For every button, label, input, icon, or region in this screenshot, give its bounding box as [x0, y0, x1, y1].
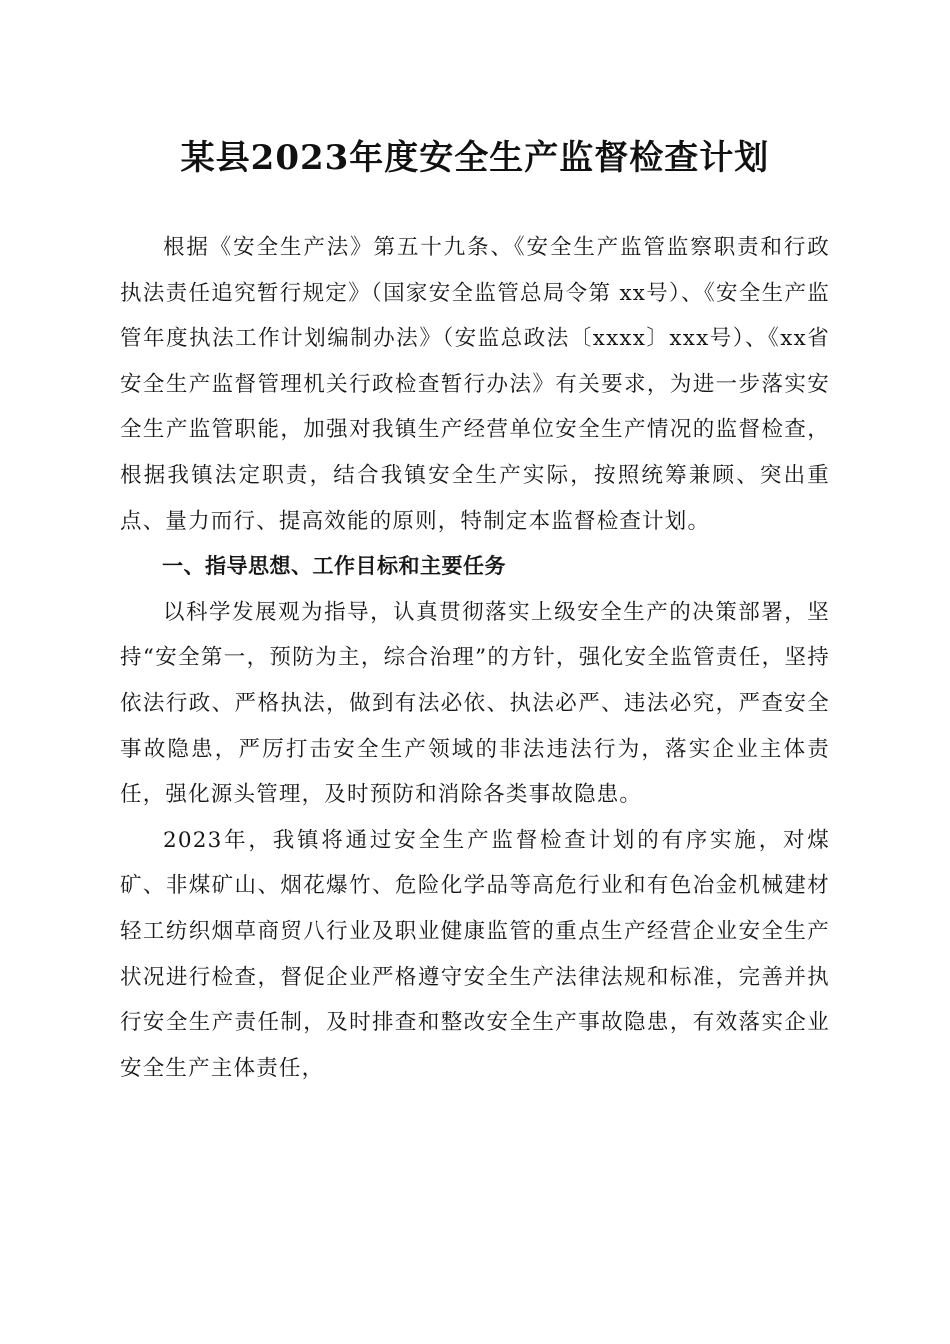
annual-plan-paragraph: 2023年，我镇将通过安全生产监督检查计划的有序实施，对煤矿、非煤矿山、烟花爆竹、危险化学品等高危行业和有色冶金机械建材轻工纺织烟草商贸八行业及职业健康监管的重点生产经营企业安全生产状况进行检查，督促企业严格遵守安全生产法律法规和标准，完善并执行安全生产责任制，及时排查和整改安全生产事故隐患，有效落实企业安全生产主体责任， — [120, 827, 830, 1081]
document-body — [120, 225, 830, 1091]
guiding-ideology-paragraph: 以科学发展观为指导，认真贯彻落实上级安全生产的决策部署，坚持“安全第一，预防为主，综合治理”的方针，强化安全监管责任，坚持依法行政、严格执法，做到有法必依、执法必严、违法必究，严查安全事故隐患，严厉打击安全生产领域的非法违法行为，落实企业主体责任，强化源头管理，及时预防和消除各类事故隐患。 — [120, 599, 830, 808]
document-title: 某县2023年度安全生产监督检查计划 — [180, 138, 770, 178]
intro-paragraph: 根据《安全生产法》第五十九条、《安全生产监管监察职责和行政执法责任追究暂行规定》（国家安全监管总局令第 xx号）、《安全生产监管年度执法工作计划编制办法》（安监总政法〔xxxx〕xxx号）、《xx省安全生产监督管理机关行政检查暂行办法》有关要求，为进一步落实安全生产监管职能，加强对我镇生产经营单位安全生产情况的监督检查，根据我镇法定职责，结合我镇安全生产实际，按照统筹兼顾、突出重点、量力而行、提高效能的原则，特制定本监督检查计划。 — [120, 235, 830, 534]
section-heading: 一、指导思想、工作目标和主要任务 — [162, 554, 506, 579]
